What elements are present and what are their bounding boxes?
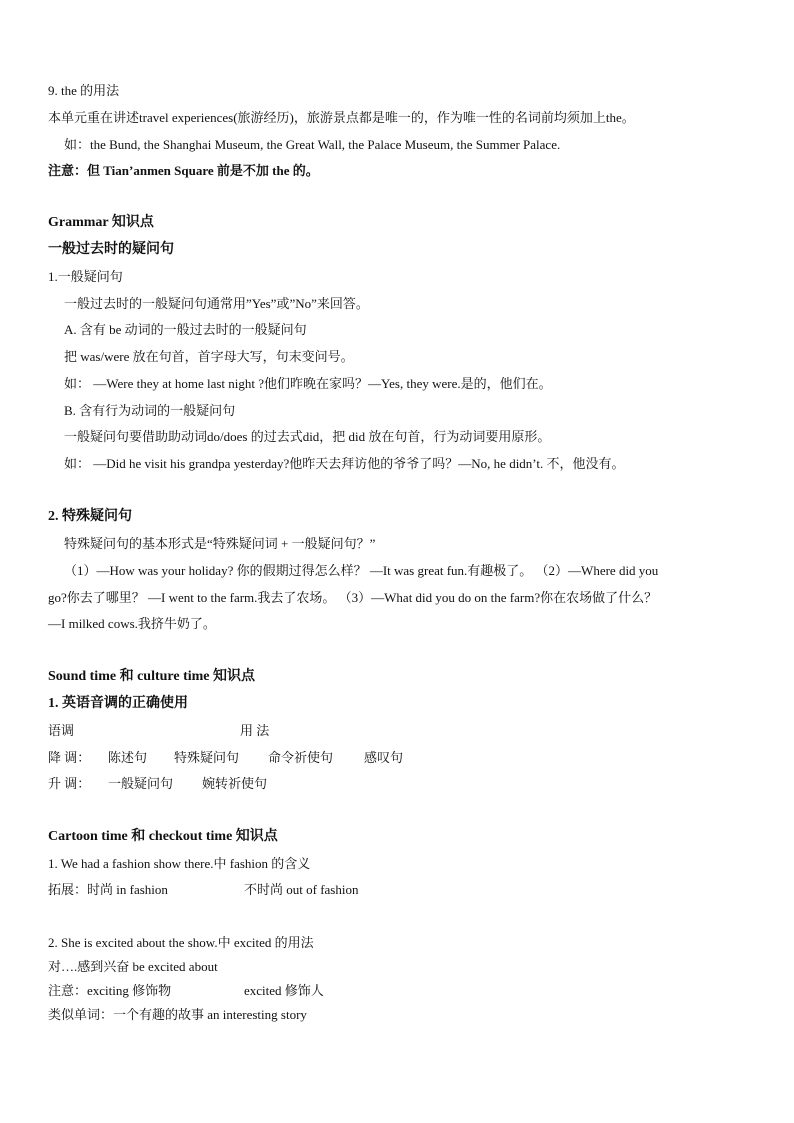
section-the-line: 本单元重在讲述travel experiences(旅游经历)，旅游景点都是唯一的，作为唯一性的名词前均须加上the。 — [48, 110, 635, 125]
q1-b-title: B. 含有行为动词的一般疑问句 — [64, 403, 236, 418]
sound-heading: Sound time 和 culture time 知识点 — [48, 669, 256, 684]
q1-title: 1.一般疑问句 — [48, 269, 123, 284]
similar-words-line: 类似单词：一个有趣的故事 an interesting story — [48, 1007, 307, 1022]
q1-b-rule: 一般疑问句要借助助动词do/does 的过去式did，把 did 放在句首，行为动词要用原形。 — [64, 429, 551, 444]
falling-tone-label: 降 调： — [48, 750, 91, 765]
rising-tone-item: 婉转祈使句 — [202, 776, 268, 791]
fashion-point-title: 1. We had a fashion show there.中 fashion 的含义 — [48, 856, 311, 871]
section-the-example: 如：the Bund, the Shanghai Museum, the Great Wall, the Palace Museum, the Summer Palace. — [64, 137, 561, 152]
falling-tone-item: 命令祈使句 — [268, 750, 334, 765]
q1-intro: 一般过去时的一般疑问句通常用”Yes”或”No”来回答。 — [64, 296, 369, 311]
excited-note-left: 注意：exciting 修饰物 — [48, 983, 172, 998]
q2-title: 2. 特殊疑问句 — [48, 509, 132, 524]
usage-column-header: 用 法 — [240, 723, 270, 738]
rising-tone-label: 升 调： — [48, 776, 91, 791]
excited-phrase: 对….感到兴奋 be excited about — [48, 959, 218, 974]
section-the-title: 9. the 的用法 — [48, 83, 120, 98]
section-the-note: 注意：但 Tian’anmen Square 前是不加 the 的。 — [48, 163, 319, 178]
fashion-extension-left: 拓展：时尚 in fashion — [48, 882, 168, 897]
grammar-subheading: 一般过去时的疑问句 — [48, 242, 174, 257]
tone-column-header: 语调 — [48, 723, 75, 738]
cartoon-heading: Cartoon time 和 checkout time 知识点 — [48, 829, 278, 844]
falling-tone-item: 陈述句 — [108, 750, 148, 765]
grammar-heading: Grammar 知识点 — [48, 215, 154, 230]
q1-a-title: A. 含有 be 动词的一般过去时的一般疑问句 — [64, 322, 307, 337]
fashion-extension-right: 不时尚 out of fashion — [244, 882, 359, 897]
sound-subheading: 1. 英语音调的正确使用 — [48, 696, 188, 711]
rising-tone-item: 一般疑问句 — [108, 776, 174, 791]
excited-point-title: 2. She is excited about the show.中 excited 的用法 — [48, 935, 314, 950]
falling-tone-item: 特殊疑问句 — [174, 750, 240, 765]
q2-example-line-3: —I milked cows.我挤牛奶了。 — [48, 616, 216, 631]
q2-example-line-1: （1）—How was your holiday? 你的假期过得怎么样？ —It was great fun.有趣极了。 （2）—Where did you — [64, 563, 659, 578]
q1-a-rule: 把 was/were 放在句首，首字母大写，句末变问号。 — [64, 349, 354, 364]
q1-a-example: 如： —Were they at home last night ?他们昨晚在家吗？—Yes, they were.是的，他们在。 — [64, 376, 552, 391]
excited-note-right: excited 修饰人 — [244, 983, 324, 998]
q2-example-line-2: go?你去了哪里？ —I went to the farm.我去了农场。 （3）—What did you do on the farm?你在农场做了什么？ — [48, 590, 658, 605]
q1-b-example: 如： —Did he visit his grandpa yesterday?他昨天去拜访他的爷爷了吗？—No, he didn’t. 不，他没有。 — [64, 456, 625, 471]
falling-tone-item: 感叹句 — [364, 750, 404, 765]
q2-intro: 特殊疑问句的基本形式是“特殊疑问词 + 一般疑问句？” — [64, 536, 376, 551]
